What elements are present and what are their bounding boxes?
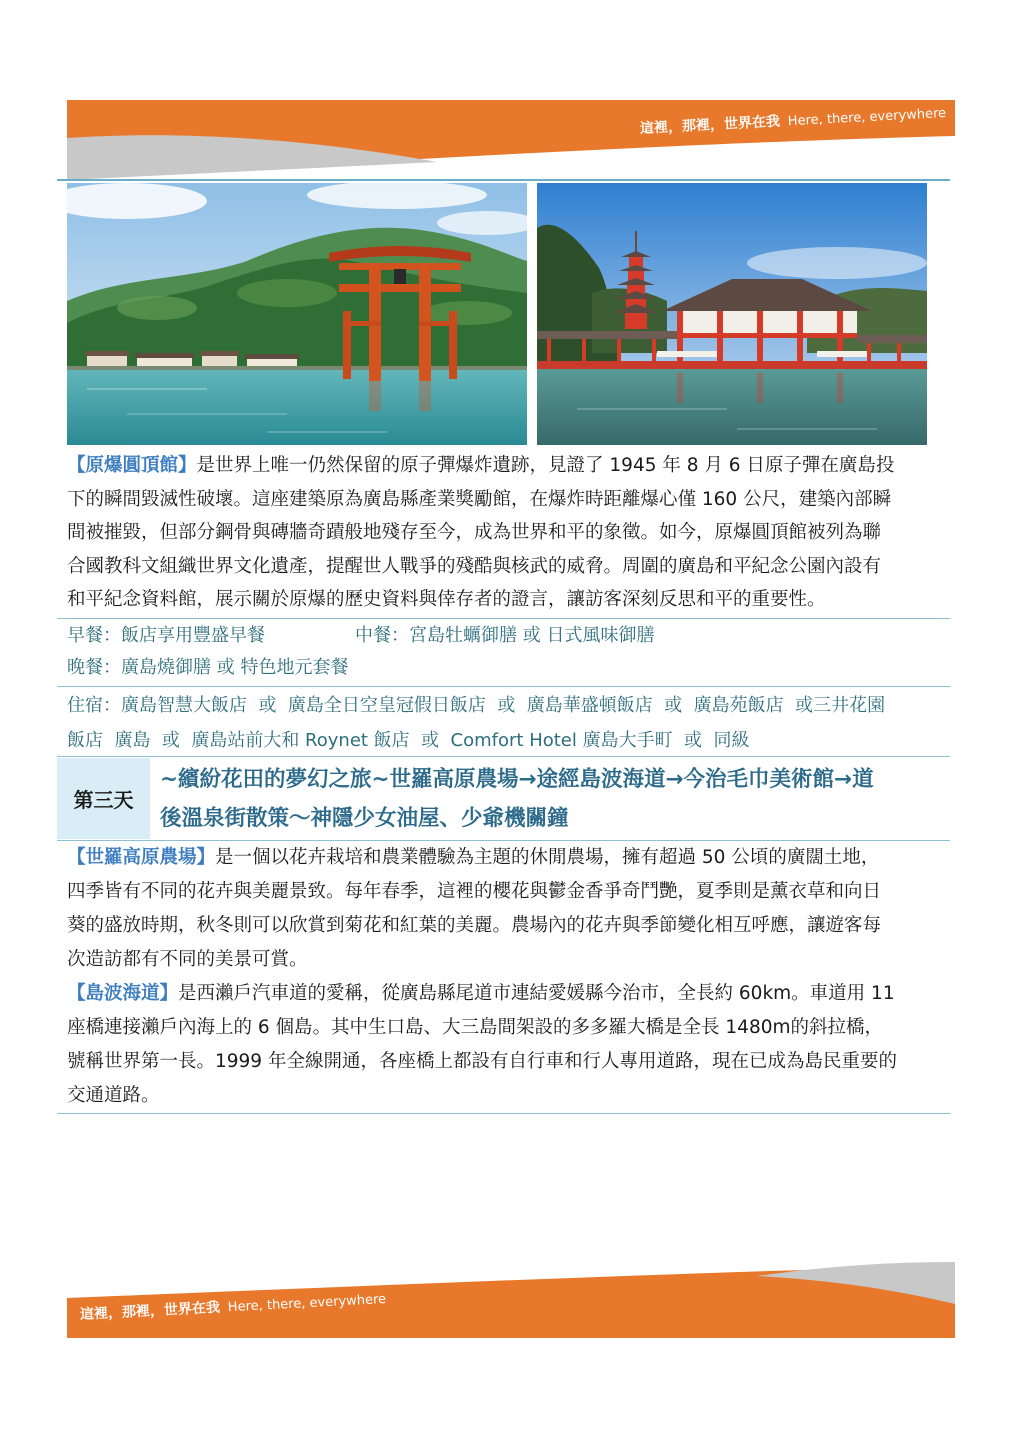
attraction-label: 【島波海道】: [67, 983, 179, 1004]
attraction-text: 是世界上唯一仍然保留的原子彈爆炸遺跡，見證了 1945 年 8 月 6 日原子彈在廣島投: [196, 455, 895, 476]
lodging-line: 住宿：廣島智慧大飯店 或 廣島全日空皇冠假日飯店 或 廣島華盛頓飯店 或 廣島苑飯店 或三井花園: [67, 695, 886, 716]
day-title-line: ~繽紛花田的夢幻之旅~世羅高原農場→途經島波海道→今治毛巾美術館→道: [160, 767, 874, 792]
breakfast-text: 早餐：飯店享用豐盛早餐: [67, 625, 265, 646]
section-divider: [57, 1113, 950, 1114]
meals-row-1: [67, 620, 947, 652]
attraction-genbaku-dome: [67, 449, 947, 617]
attraction-line: 交通道路。: [67, 1085, 160, 1106]
attraction-line: 座橋連接瀨戶內海上的 6 個島。其中生口島、大三島間架設的多多羅大橋是全長 1480m的斜拉橋，: [67, 1017, 884, 1038]
day-label: 第三天: [73, 788, 134, 812]
day-title: [160, 760, 950, 838]
day3-attractions: [67, 841, 947, 1113]
itsukushima-shrine-photo: [537, 183, 927, 445]
footer-slogan-en: Here, there, everywhere: [227, 1291, 387, 1316]
attraction-text: 是西瀨戶汽車道的愛稱，從廣島縣尾道市連結愛媛縣今治市，全長約 60km。車道用 11: [178, 983, 895, 1004]
attraction-label: 【原爆圓頂館】: [67, 455, 197, 476]
attraction-line: 合國教科文組織世界文化遺產，提醒世人戰爭的殘酷與核武的威脅。周圍的廣島和平紀念公園內設有: [67, 555, 882, 577]
attraction-label: 【世羅高原農場】: [67, 847, 216, 868]
day-title-line: 後溫泉街散策～神隱少女油屋、少爺機關鐘: [160, 806, 569, 831]
torii-gate-photo: [67, 183, 527, 445]
section-divider: [57, 618, 950, 619]
dinner-text: 晚餐：廣島燒御膳 或 特色地元套餐: [67, 657, 349, 678]
attraction-text: 是一個以花卉栽培和農業體驗為主題的休閒農場，擁有超過 50 公頃的廣闊土地，: [215, 847, 880, 868]
footer-slogan-zh: 這裡，那裡，世界在我: [79, 1299, 221, 1323]
attraction-line: 間被摧毀，但部分鋼骨與磚牆奇蹟般地殘存至今，成為世界和平的象徵。如今，原爆圓頂館被列為聯: [67, 522, 882, 543]
header-slogan-zh: 這裡，那裡，世界在我: [639, 113, 781, 137]
attraction-line: 和平紀念資料館，展示關於原爆的歷史資料與倖存者的證言，讓訪客深刻反思和平的重要性。: [67, 589, 826, 610]
lodging-section: [67, 688, 947, 758]
meals-row-2: [67, 652, 947, 684]
attraction-line: 葵的盛放時期，秋冬則可以欣賞到菊花和紅葉的美麗。農場內的花卉與季節變化相互呼應，讓遊客每: [67, 915, 882, 936]
section-divider: [57, 686, 950, 687]
lunch-text: 中餐：宮島牡蠣御膳 或 日式風味御膳: [355, 625, 655, 646]
header-divider: [57, 179, 950, 181]
attraction-line: 號稱世界第一長。1999 年全線開通，各座橋上都設有自行車和行人專用道路，現在已成為島民重要的: [67, 1051, 897, 1072]
day-label-box: [57, 758, 150, 839]
attraction-line: 下的瞬間毀滅性破壞。這座建築原為廣島縣產業獎勵館，在爆炸時距離爆心僅 160 公尺，建築內部瞬: [67, 488, 892, 510]
attraction-line: [67, 449, 947, 483]
attraction-line: [67, 977, 947, 1011]
lodging-line: 飯店 廣島 或 廣島站前大和 Roynet 飯店 或 Comfort Hotel 廣島大手町 或 同級: [67, 730, 750, 751]
attraction-line: [67, 841, 947, 875]
header-slogan-en: Here, there, everywhere: [787, 105, 947, 130]
attraction-line: 次造訪都有不同的美景可賞。: [67, 949, 308, 970]
attraction-line: 四季皆有不同的花卉與美麗景致。每年春季，這裡的櫻花與鬱金香爭奇鬥艷，夏季則是薰衣草和向日: [67, 881, 882, 902]
section-divider: [57, 756, 950, 757]
meals-section: [67, 620, 947, 684]
